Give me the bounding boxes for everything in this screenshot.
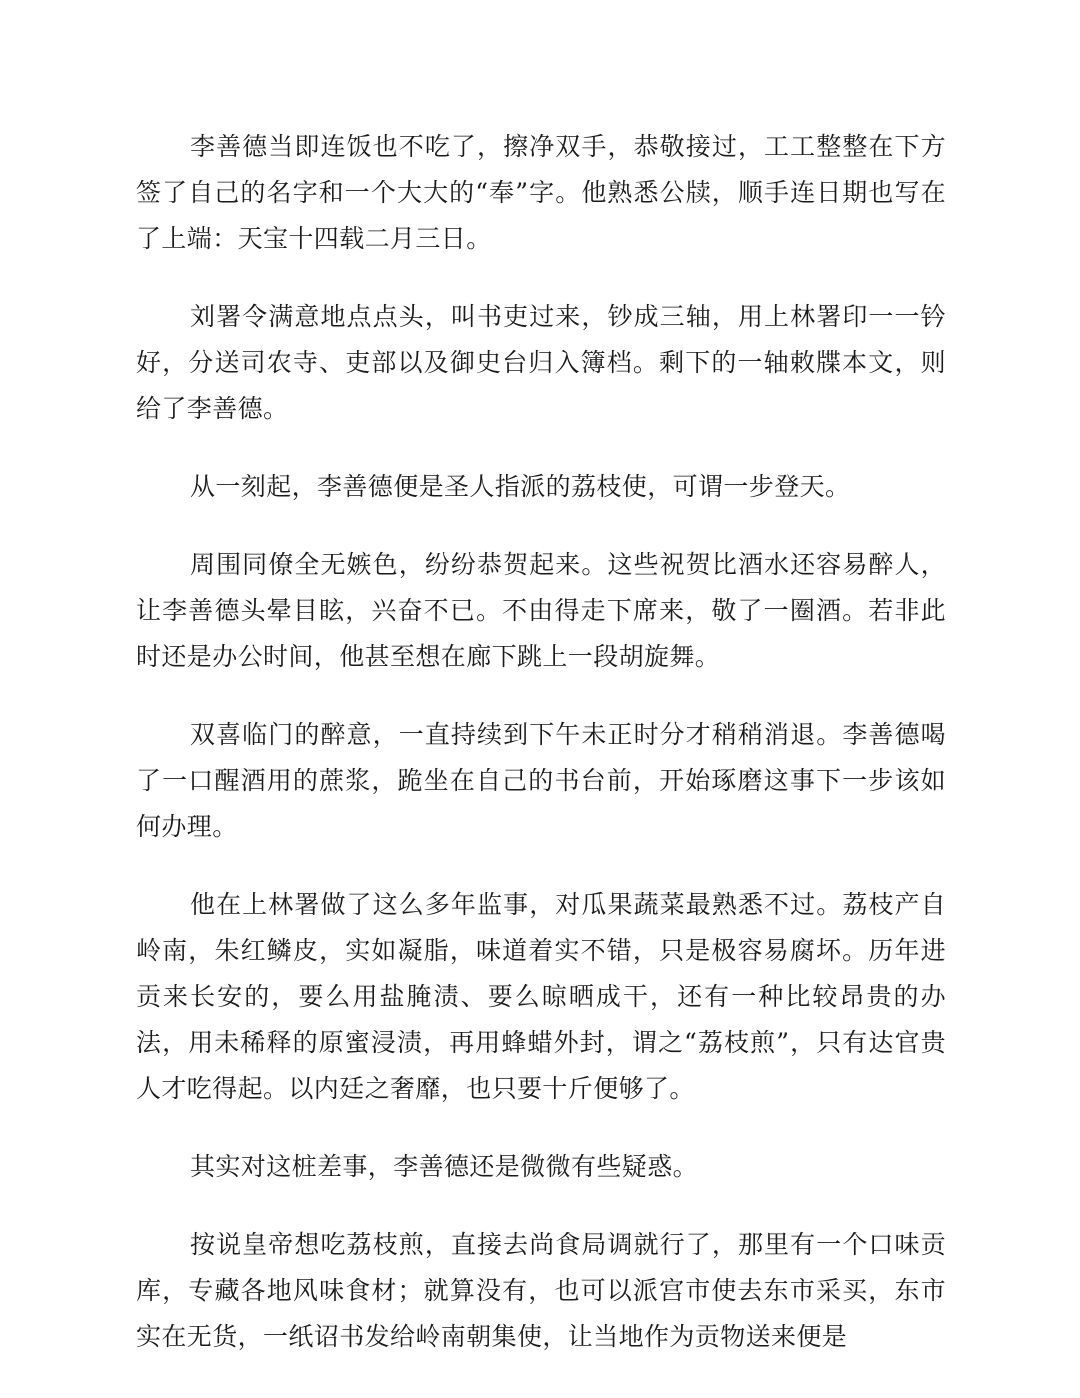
paragraph-4: 周围同僚全无嫉色，纷纷恭贺起来。这些祝贺比酒水还容易醉人，让李善德头晕目眩，兴奋不已。不由得走下席来，敬了一圈酒。若非此时还是办公时间，他甚至想在廊下跳上一段胡旋舞。 xyxy=(136,550,946,671)
paragraph-3: 从一刻起，李善德便是圣人指派的荔枝使，可谓一步登天。 xyxy=(190,472,851,501)
paragraph-6: 他在上林署做了这么多年监事，对瓜果蔬菜最熟悉不过。荔枝产自岭南，朱红鳞皮，实如凝脂，味道着实不错，只是极容易腐坏。历年进贡来长安的，要么用盐腌渍、要么晾晒成干，还有一种比较昂贵的办法，用未稀释的原蜜浸渍，再用蜂蜡外封，谓之“荔枝煎”，只有达官贵人才吃得起。以内廷之奢靡，也只要十斤便够了。 xyxy=(136,890,946,1103)
document-body xyxy=(136,124,946,1392)
paragraph-5: 双喜临门的醉意，一直持续到下午未正时分才稍稍消退。李善德喝了一口醒酒用的蔗浆，跪坐在自己的书台前，开始琢磨这事下一步该如何办理。 xyxy=(136,720,946,841)
paragraph-1: 李善德当即连饭也不吃了，擦净双手，恭敬接过，工工整整在下方签了自己的名字和一个大大的“奉”字。他熟悉公牍，顺手连日期也写在了上端：天宝十四载二月三日。 xyxy=(136,132,946,253)
paragraph-2: 刘署令满意地点点头，叫书吏过来，钞成三轴，用上林署印一一钤好，分送司农寺、吏部以及御史台归入簿档。剩下的一轴敕牒本文，则给了李善德。 xyxy=(136,302,946,423)
paragraph-7: 其实对这桩差事，李善德还是微微有些疑惑。 xyxy=(190,1152,699,1181)
paragraph-8: 按说皇帝想吃荔枝煎，直接去尚食局调就行了，那里有一个口味贡库，专藏各地风味食材；就算没有，也可以派宫市使去东市采买，东市实在无货，一纸诏书发给岭南朝集使，让当地作为贡物送来便是 xyxy=(136,1230,946,1351)
